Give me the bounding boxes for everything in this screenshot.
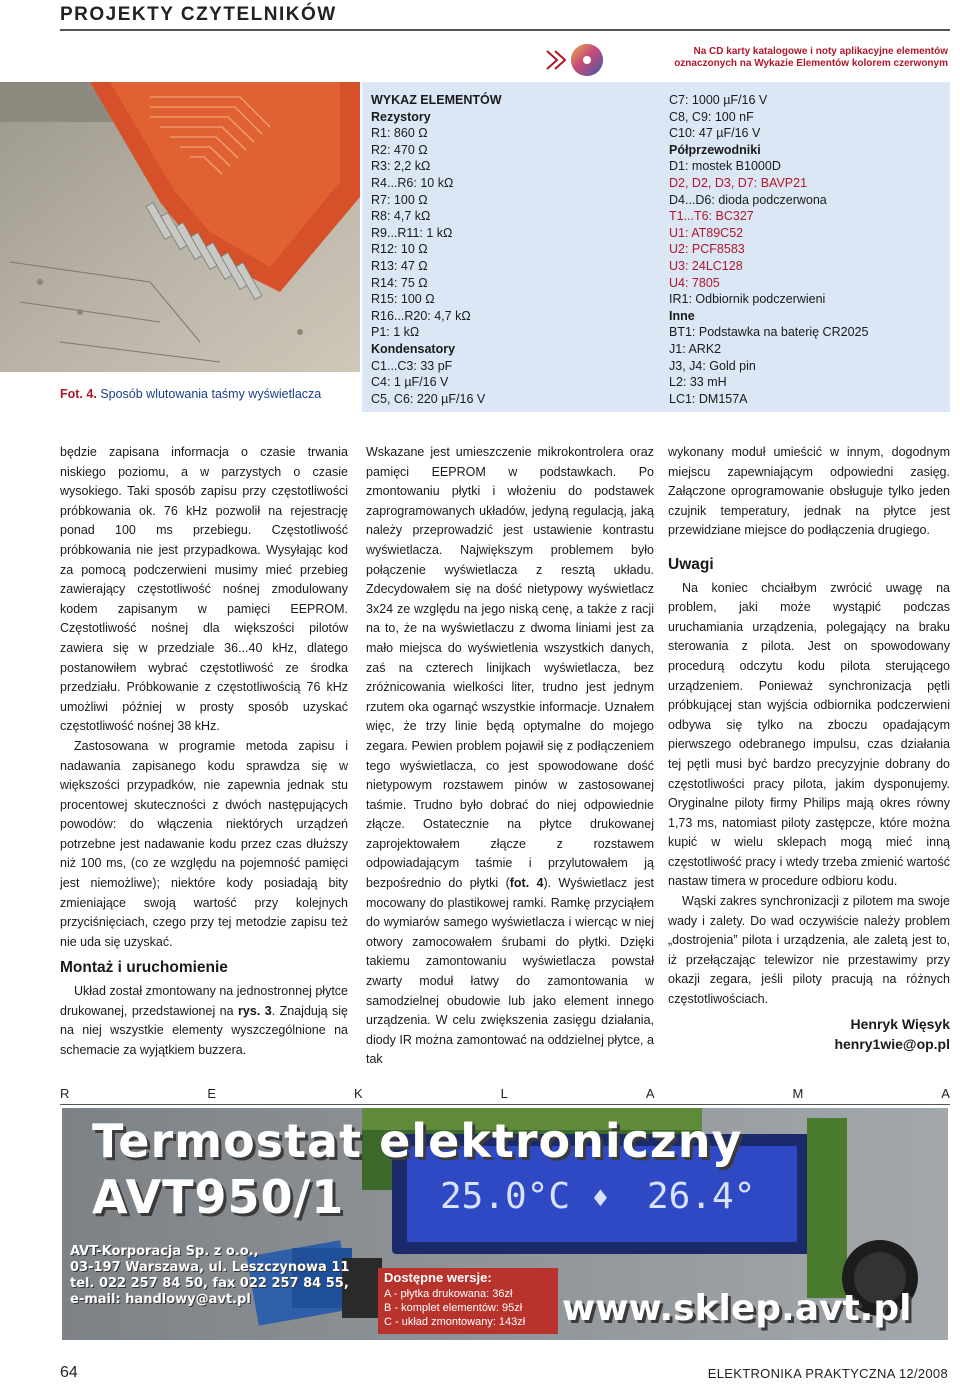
parts-list-item: L2: 33 mH <box>669 375 727 390</box>
paragraph: Na koniec chciałbym zwrócić uwagę na problem, jaki może wystąpić podczas uruchamiania urządzenia, polegający na braku sterowania z pilota. Jest on spowodowany procedurą odczytu kodu pilota sterującego urządzeniem. Ponieważ synchronizacja pętli próbkującej stan wyjścia odbiornika podczerwieni odbywa się tylko na zboczu opadającym pierwszego odebranego impulsu, czas działania tej pętli musi być bardzo precyzyjnie dobrany do częstotliwości pracy pilota, jakim dysponujemy. Oryginalne piloty firmy Philips mają okres równy 1,73 ms, natomiast piloty zastępcze, które można kupić w wielu sklepach mogą mieć inną częstotliwość pracy i wtedy trzeba zmienić wartość nastaw timera w procedure odbioru kodu. <box>668 580 950 889</box>
parts-list-item: R13: 47 Ω <box>371 258 428 273</box>
parts-list-item: IR1: Odbiornik podczerwieni <box>669 292 826 307</box>
advert-company-block: AVT-Korporacja Sp. z o.o., 03-197 Warszawa, ul. Leszczynowa 11 tel. 022 257 84 50, fax 022 257 84 55, e-mail: handlowy@avt.pl <box>70 1244 350 1307</box>
parts-list-item: R2: 470 Ω <box>371 142 428 157</box>
parts-list-item: C4: 1 µF/16 V <box>371 375 449 390</box>
parts-list-item: D1: mostek B1000D <box>669 159 781 174</box>
advert-rule <box>60 1104 950 1105</box>
section-title: PROJEKTY CZYTELNIKÓW <box>60 4 337 25</box>
parts-list-item: R1: 860 Ω <box>371 126 428 141</box>
cd-note: Na CD karty katalogowe i noty aplikacyjne elementów oznaczonych na Wykazie Elementów kolorem czerwonym <box>674 46 948 69</box>
advert-title-line2: AVT950/1 <box>92 1170 345 1224</box>
section-heading: Uwagi <box>668 555 714 573</box>
parts-list-item: BT1: Podstawka na baterię CR2025 <box>669 325 869 340</box>
parts-list-item: J1: ARK2 <box>669 341 722 356</box>
advert-label-letter: R <box>60 1086 70 1101</box>
lcd-right-reading: 26.4° <box>647 1176 756 1217</box>
paragraph: będzie zapisana informacja o czasie trwania niskiego poziomu, a w parzystych o czasie wysokiego. Taki sposób zapisu przy częstotliwości próbkowania ok. 76 kHz pozwolił na rejestrację ponad 100 ms przebiegu. Częstotliwość próbkowania nie jest przypadkowa. Wysyłając kod za pomocą podczerwieni musimy mieć przebieg zawierający częstotliwość nośnej zmodulowany kodem zapisanym w pamięci EEPROM. Częstotliwość nośnej dla większości pilotów zawiera się w przedziale 36...40 kHz, dlatego postanowiłem wybrać częstotliwość ze środka przedziału. Próbkowanie z częstotliwością 76 kHz umożliwi później w prosty sposób uzyskać częstotliwość nośnej 38 kHz. <box>60 445 348 734</box>
advert-label-letter: K <box>354 1086 363 1101</box>
parts-list-item: T1...T6: BC327 <box>669 209 754 224</box>
parts-list-item: C10: 47 µF/16 V <box>669 126 761 141</box>
paragraph: Zastosowana w programie metoda zapisu i nadawania zapisanego kodu sprawdza się w większości przypadków, nie zapewnia jednak stu procentowej skuteczności z dwóch następujących powodów: do włączenia niektórych urządzeń potrzebne jest nadawanie kodu przez czas dłuższy niż 100 ms, (co ze względu na pojemność pamięci jest niemożliwe); niektóre kody posiadają bity zmieniające swoją wartość przy kolejnych przyciśnięciach, czego przy tej metodzie zapisu też nie uda się uzyskać. <box>60 738 348 949</box>
parts-list-item: LC1: DM157A <box>669 391 748 406</box>
advert-label-letter: A <box>941 1086 950 1101</box>
parts-list-item: U4: 7805 <box>669 275 720 290</box>
magazine-issue: ELEKTRONIKA PRAKTYCZNA 12/2008 <box>707 1366 948 1381</box>
page-number: 64 <box>60 1364 78 1381</box>
parts-list-item: R16...R20: 4,7 kΩ <box>371 308 471 323</box>
advert-versions-box: Dostępne wersje: A - płytka drukowana: 36zł B - komplet elementów: 95zł C - układ zmontowany: 143zł <box>378 1268 558 1334</box>
ribbon-soldering-photo <box>0 82 360 372</box>
section-heading: Montaż i uruchomienie <box>60 959 228 977</box>
parts-group-heading: Kondensatory <box>371 341 456 356</box>
parts-list-item: R12: 10 Ω <box>371 242 428 257</box>
advert-label <box>60 1086 950 1101</box>
paragraph: Wskazane jest umieszczenie mikrokontrolera oraz pamięci EEPROM w podstawkach. Po zmontowaniu płytki i włożeniu do podstawek zaprogramowanych układów, jedyną regulacją, jaką należy przeprowadzić jest ustawienie kontrastu wyświetlacza. Największym problemem było połączenie wyświetlacza z resztą układu. Zdecydowałem się na dość nietypowy wyświetlacz 3x24 ze względu na jego niską cenę, a także z racji na to, że na wyświetlaczu z dwoma liniami jest za mało miejsca do wyświetlenia wszystkich danych, zaś na czterech linijkach wyświetlacza, bez zróżnicowania wielkości liter, trudno jest jednym rzutem oka ogarnąć wszystkie informacje. Uznałem więc, że trzy linie będą optymalne do mojego zegara. Pewien problem pojawił się z podłączeniem tego wyświetlacza, co jest spowodowane dość nietypowym rozstawem pinów w zastosowanej taśmie. Trudno było dobrać do niej odpowiednie złącze. Ostatecznie na płytce drukowanej zaprojektowałem złącze z rozstawem odpowiadającym taśmie i przylutowałem ją bezpośrednio do płytki (fot. 4). Wyświetlacz jest mocowany do plastikowej ramki. Ramkę przyciąłem do wymiarów samego wyświetlacza i wiercąc w niej otwory zamocowałem śrubami do płytki. Dzięki takiemu zamontowaniu wyświetlacza powstał zwarty moduł łatwy do zamontowania w samodzielnej obudowie lub jako element innego urządzenia. W celu zwiększenia zasięgu działania, diody IR można zamontować na oddzielnej płytce, a tak <box>366 445 654 1067</box>
lcd-separator-icon: ♦ <box>592 1182 609 1215</box>
paragraph: Układ został zmontowany na jednostronnej płytce drukowanej, przedstawionej na rys. 3. Znajdują się na niej wszystkie elementy wyszczególnione na schemacie za wyjątkiem buzzera. <box>60 984 349 1057</box>
parts-list-item: R3: 2,2 kΩ <box>371 159 431 174</box>
parts-group-heading: Półprzewodniki <box>669 142 761 157</box>
caption-label: Fot. 4. <box>60 387 97 401</box>
parts-list-item: D2, D2, D3, D7: BAVP21 <box>669 175 808 190</box>
paragraph: Wąski zakres synchronizacji z pilotem ma swoje wady i zalety. Do wad oczywiście należy problem „dostrojenia” pilota i urządzenia, ale zaletą jest to, iż przełączając telewizor nie przestawimy przy okazji zegara, jeśli piloty pracują na różnych częstotliwościach. <box>668 894 950 1007</box>
author-email: henry1wie@op.pl <box>834 1035 950 1052</box>
advertisement <box>62 1108 948 1340</box>
header-rule <box>60 29 950 31</box>
article-column-2 <box>366 443 654 1070</box>
parts-list-item: U2: PCF8583 <box>669 242 745 257</box>
advert-label-letter: M <box>792 1086 804 1101</box>
parts-list-item: R4...R6: 10 kΩ <box>371 175 454 190</box>
parts-list-column-1 <box>371 92 502 407</box>
parts-list-item: P1: 1 kΩ <box>371 325 420 340</box>
advert-label-letter: L <box>500 1086 508 1101</box>
author-name: Henryk Więsyk <box>850 1015 950 1032</box>
advert-title-line1: Termostat elektroniczny <box>92 1114 743 1168</box>
parts-list-box <box>362 82 950 412</box>
parts-list-item: U1: AT89C52 <box>669 225 744 240</box>
lcd-left-reading: 25.0°C <box>440 1176 571 1217</box>
article-column-3 <box>668 443 950 1054</box>
parts-list-item: R7: 100 Ω <box>371 192 428 207</box>
paragraph: wykonany moduł umieścić w innym, dogodnym miejscu zapewniającym odpowiedni zasięg. Załączone oprogramowanie obsługuje tylko jeden czujnik temperatury, jednak na płytce jest przewidziane miejsce do podłączenia drugiego. <box>668 445 950 538</box>
parts-group-heading: WYKAZ ELEMENTÓW <box>371 93 502 107</box>
parts-list-item: C5, C6: 220 µF/16 V <box>371 391 486 406</box>
parts-list-column-2 <box>669 92 868 407</box>
caption-text: Sposób wlutowania taśmy wyświetlacza <box>100 387 322 401</box>
parts-group-heading: Inne <box>669 308 695 323</box>
advert-shop-url[interactable]: www.sklep.avt.pl <box>562 1288 912 1329</box>
article-column-1 <box>60 443 348 1060</box>
parts-group-heading: Rezystory <box>371 109 431 124</box>
parts-list-item: R9...R11: 1 kΩ <box>371 225 453 240</box>
parts-list-item: R14: 75 Ω <box>371 275 428 290</box>
parts-list-item: R8: 4,7 kΩ <box>371 209 431 224</box>
parts-list-item: D4...D6: dioda podczerwona <box>669 192 827 207</box>
parts-list-item: U3: 24LC128 <box>669 258 743 273</box>
parts-list-item: R15: 100 Ω <box>371 292 435 307</box>
parts-list-item: C8, C9: 100 nF <box>669 109 754 124</box>
advert-label-letter: E <box>207 1086 217 1101</box>
parts-list-item: C7: 1000 µF/16 V <box>669 93 768 107</box>
parts-list-item: J3, J4: Gold pin <box>669 358 756 373</box>
advert-label-letter: A <box>645 1086 655 1101</box>
parts-list-item: C1...C3: 33 pF <box>371 358 453 373</box>
photo-caption <box>60 385 350 403</box>
